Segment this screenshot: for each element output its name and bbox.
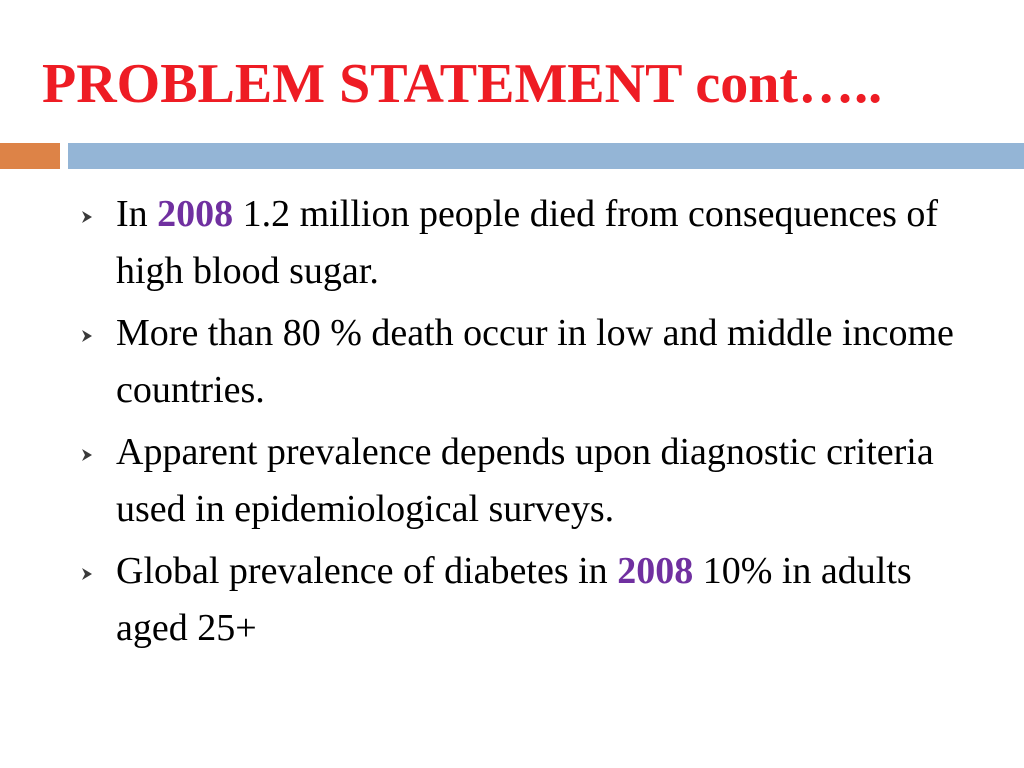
bullet-text: Global prevalence of diabetes in — [116, 550, 618, 592]
chevron-right-icon — [80, 567, 94, 581]
title-divider-bar — [68, 143, 1024, 169]
bullet-item-deaths-2008 — [76, 186, 976, 300]
highlight-year: 2008 — [157, 193, 234, 235]
bullet-text: 10% in adults aged 25+ — [116, 550, 912, 649]
title-divider-accent — [0, 143, 60, 169]
bullet-list — [76, 186, 976, 662]
highlight-year: 2008 — [617, 550, 694, 592]
slide-title: PROBLEM STATEMENT cont….. — [42, 53, 883, 115]
chevron-right-icon — [80, 329, 94, 343]
bullet-text: Apparent prevalence depends upon diagnostic criteria used in epidemiological surveys. — [116, 431, 934, 530]
bullet-text: More than 80 % death occur in low and middle income countries. — [116, 312, 954, 411]
bullet-item-diagnostic-criteria — [76, 424, 976, 538]
chevron-right-icon — [80, 210, 94, 224]
bullet-text: In — [116, 193, 158, 235]
bullet-text: 1.2 million people died from consequences of high blood sugar. — [116, 193, 939, 292]
bullet-item-global-prevalence — [76, 543, 976, 657]
bullet-item-low-middle-income — [76, 305, 976, 419]
chevron-right-icon — [80, 448, 94, 462]
